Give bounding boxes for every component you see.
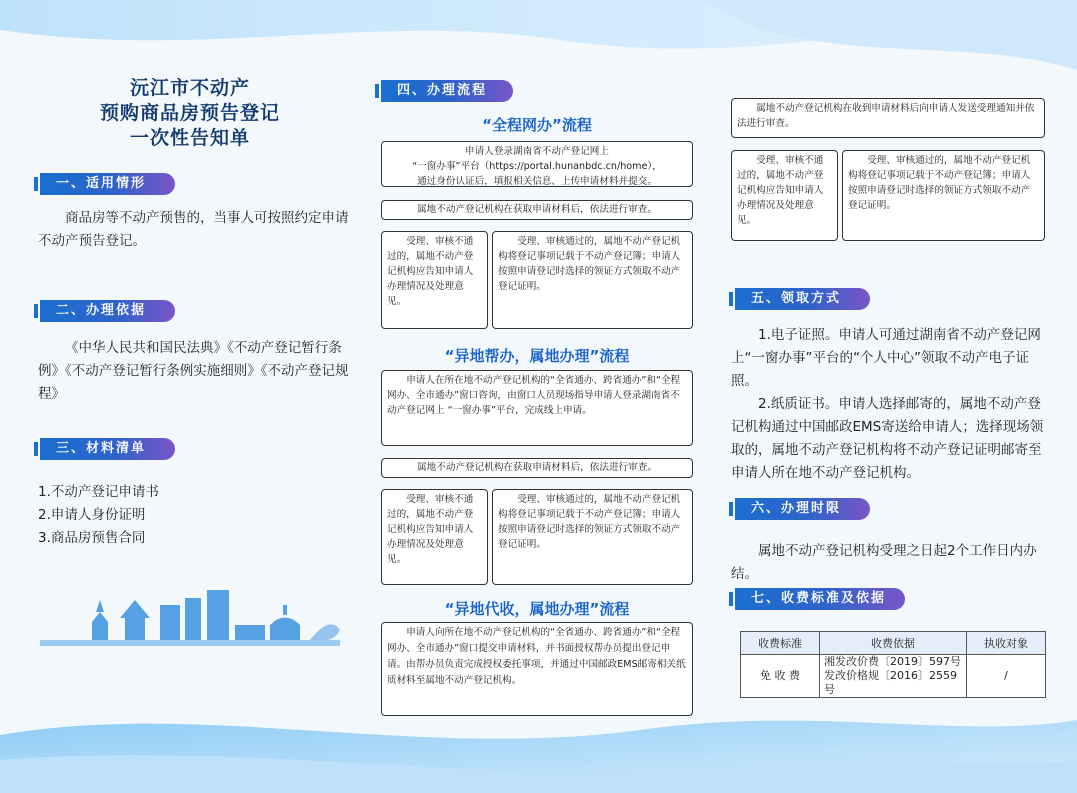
title-line-3: 一次性告知单 — [129, 127, 250, 149]
title-line-2: 预购商品房预告登记 — [99, 102, 280, 124]
flow2-approve-box: 受理、审核通过的，属地不动产登记机构将登记事项记载于不动产登记簿；申请人按照申请登记时选择的领证方式领取不动产登记证明。 — [492, 489, 693, 585]
section-heading-basis: 二、办理依据 — [40, 300, 175, 322]
fee-header-standard: 收费标准 — [741, 632, 820, 655]
flow3-receipt-box: 属地不动产登记机构在收到申请材料后向申请人发送受理通知并依法进行审查。 — [731, 98, 1045, 138]
materials-item-3: 3.商品房预售合同 — [38, 530, 146, 546]
flow1-apply-line1: 申请人登录湖南省不动产登记网上 — [465, 146, 609, 157]
section-heading-process: 四、办理流程 — [381, 80, 513, 102]
applicable-text: 商品房等不动产预售的，当事人可按照约定申请不动产预告登记。 — [38, 210, 349, 249]
materials-item-1: 1.不动产登记申请书 — [38, 484, 159, 500]
flow2-title: “异地帮办，属地办理”流程 — [444, 347, 630, 365]
flow2-reject-box: 受理、审核不通过的，属地不动产登记机构应告知申请人办理情况及处理意见。 — [381, 489, 488, 585]
flow3-apply-box: 申请人向所在地不动产登记机构的“全省通办、跨省通办”和“全程网办、全市通办”窗口提交申请材料，并书面授权帮办员提出登记申请。由帮办员负责完成授权委托事项，并通过中国邮政EMS邮寄相关纸质材料至属地不动产登记机构。 — [381, 622, 693, 716]
fee-table-row — [741, 655, 1046, 698]
basis-text: 《中华人民共和国民法典》《不动产登记暂行条例》《不动产登记暂行条例实施细则》《不动产登记规程》 — [38, 340, 349, 402]
fee-basis-line1: 湘发改价费〔2019〕597号 — [824, 655, 961, 668]
fee-target-cell: / — [967, 655, 1046, 698]
document-title — [70, 76, 310, 151]
collection-electronic-text: 1.电子证照。申请人可通过湖南省不动产登记网上“一窗办事”平台的“个人中心”领取不动产电子证照。 — [731, 327, 1041, 389]
fee-header-target: 执收对象 — [967, 632, 1046, 655]
flow1-apply-box — [381, 141, 693, 187]
collection-paper-text: 2.纸质证书。申请人选择邮寄的，属地不动产登记机构通过中国邮政EMS寄送给申请人；选择现场领取的，属地不动产登记机构将不动产登记证明邮寄至申请人所在地不动产登记机构。 — [731, 396, 1044, 481]
materials-item-2: 2.申请人身份证明 — [38, 507, 146, 523]
materials-list — [38, 481, 350, 550]
fee-table-header-row — [741, 632, 1046, 655]
flow3-reject-box: 受理、审核不通过的，属地不动产登记机构应告知申请人办理情况及处理意见。 — [731, 150, 838, 241]
fee-table — [740, 631, 1046, 698]
section-heading-materials: 三、材料清单 — [40, 438, 175, 460]
flow1-title: “全程网办”流程 — [482, 116, 592, 134]
section-heading-applicable: 一、适用情形 — [40, 173, 175, 195]
flow1-apply-line2: “一窗办事”平台（https://portal.hunanbdc.cn/home）， — [412, 161, 662, 172]
section-heading-time-limit: 六、办理时限 — [735, 498, 870, 520]
fee-basis-line2: 发改价格规〔2016〕2559号 — [824, 669, 957, 696]
title-line-1: 沅江市不动产 — [129, 77, 250, 99]
fee-header-basis: 收费依据 — [820, 632, 967, 655]
flow2-apply-box: 申请人在所在地不动产登记机构的“全省通办、跨省通办”和“全程网办、全市通办”窗口咨询，由窗口人员现场指导申请人登录湖南省不动产登记网上 “一窗办事”平台，完成线上申请。 — [381, 370, 693, 446]
flow1-review-box: 属地不动产登记机构在获取申请材料后，依法进行审查。 — [381, 200, 693, 220]
time-limit-text: 属地不动产登记机构受理之日起2个工作日内办结。 — [731, 543, 1037, 582]
flow1-reject-box: 受理、审核不通过的，属地不动产登记机构应告知申请人办理情况及处理意见。 — [381, 231, 488, 329]
flow1-approve-box: 受理、审核通过的，属地不动产登记机构将登记事项记载于不动产登记簿；申请人按照申请登记时选择的领证方式领取不动产登记证明。 — [492, 231, 693, 329]
flow3-approve-box: 受理、审核通过的，属地不动产登记机构将登记事项记载于不动产登记簿；申请人按照申请登记时选择的领证方式领取不动产登记证明。 — [842, 150, 1045, 241]
fee-basis-cell — [820, 655, 967, 698]
fee-standard-cell: 免 收 费 — [741, 655, 820, 698]
flow3-title: “异地代收，属地办理”流程 — [444, 600, 630, 618]
section-heading-collection: 五、领取方式 — [735, 288, 870, 310]
flow1-apply-line3: 通过身份认证后，填报相关信息、上传申请材料并提交。 — [417, 176, 657, 187]
section-heading-fees: 七、收费标准及依据 — [735, 588, 905, 610]
flow2-review-box: 属地不动产登记机构在获取申请材料后，依法进行审查。 — [381, 458, 693, 478]
